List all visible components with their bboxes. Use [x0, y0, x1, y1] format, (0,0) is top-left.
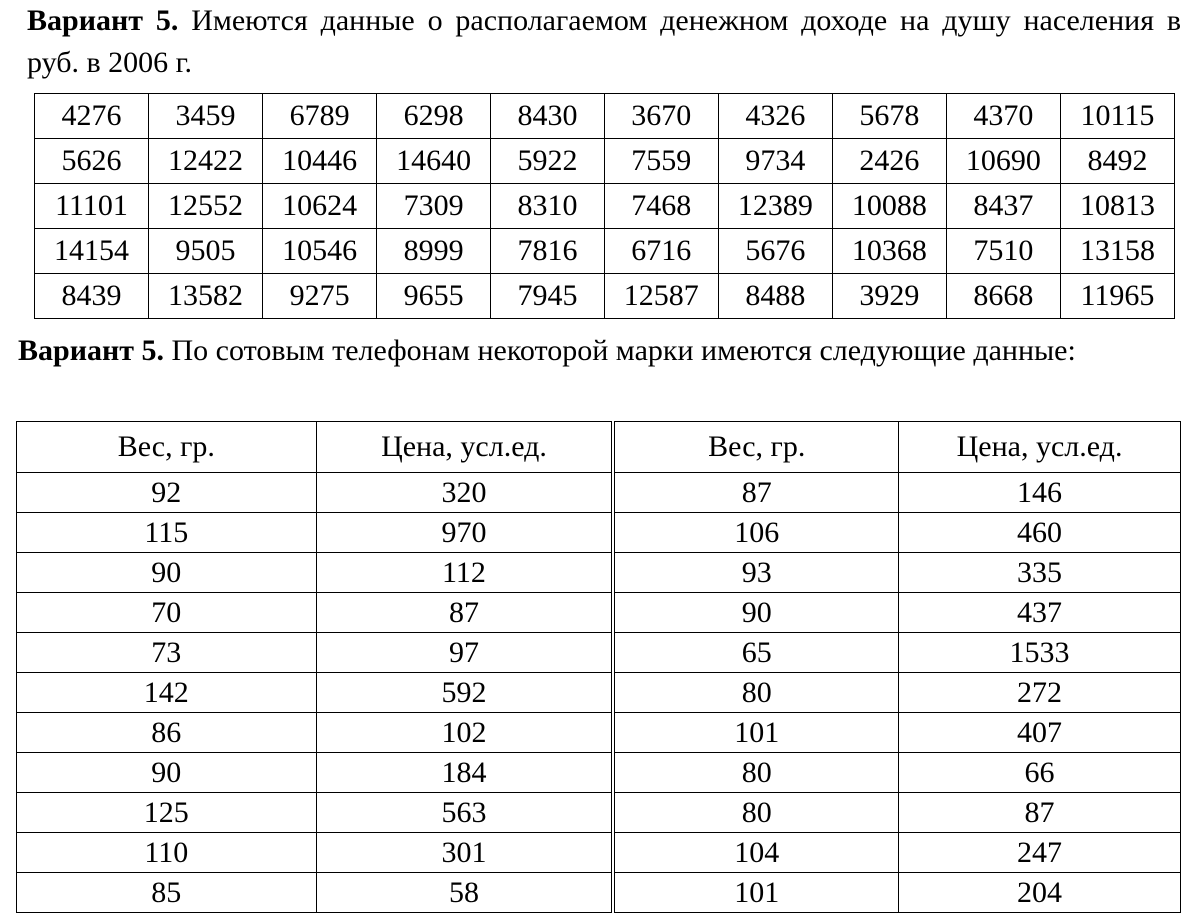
phones-table: [16, 421, 1181, 913]
table-cell: 3670: [604, 94, 718, 139]
phones-table-body: [17, 473, 1181, 913]
table-row: [17, 833, 1181, 873]
table-cell: 8437: [946, 184, 1060, 229]
table-cell: 90: [17, 553, 317, 593]
table-cell: 1533: [899, 633, 1181, 673]
table-cell: 247: [899, 833, 1181, 873]
table-cell: 12552: [149, 184, 263, 229]
table-row: [17, 553, 1181, 593]
table-cell: 335: [899, 553, 1181, 593]
table-cell: 4326: [718, 94, 832, 139]
table-cell: 102: [316, 713, 613, 753]
table-cell: 8488: [718, 274, 832, 319]
table-cell: 9655: [377, 274, 491, 319]
table-cell: 3459: [149, 94, 263, 139]
table-cell: 5676: [718, 229, 832, 274]
table-cell: 101: [613, 713, 898, 753]
table-row: [17, 473, 1181, 513]
table-cell: 320: [316, 473, 613, 513]
table-row: [17, 593, 1181, 633]
phones-task-text: По сотовым телефонам некоторой марки имеются следующие данные:: [171, 334, 1076, 367]
header-price: Цена, усл.ед.: [899, 422, 1181, 473]
table-cell: 80: [613, 673, 898, 713]
table-cell: 4370: [946, 94, 1060, 139]
table-cell: 6789: [263, 94, 377, 139]
income-table-body: [35, 94, 1175, 319]
table-cell: 70: [17, 593, 317, 633]
table-cell: 10088: [832, 184, 946, 229]
table-cell: 7468: [604, 184, 718, 229]
income-task-text: Имеются данные о располагаемом денежном доходе на душу населения в руб. в 2006 г.: [27, 4, 1182, 79]
table-cell: 5678: [832, 94, 946, 139]
table-cell: 592: [316, 673, 613, 713]
table-cell: 460: [899, 513, 1181, 553]
table-cell: 2426: [832, 139, 946, 184]
table-cell: 73: [17, 633, 317, 673]
table-cell: 125: [17, 793, 317, 833]
table-row: [35, 139, 1175, 184]
table-cell: 5922: [491, 139, 605, 184]
table-cell: 5626: [35, 139, 149, 184]
table-cell: 10546: [263, 229, 377, 274]
table-cell: 8492: [1060, 139, 1174, 184]
table-cell: 8310: [491, 184, 605, 229]
income-task-paragraph: [27, 0, 1181, 84]
table-cell: 146: [899, 473, 1181, 513]
table-cell: 272: [899, 673, 1181, 713]
table-row: [17, 673, 1181, 713]
table-cell: 87: [613, 473, 898, 513]
table-row: [17, 793, 1181, 833]
table-cell: 9734: [718, 139, 832, 184]
table-cell: 90: [613, 593, 898, 633]
income-table: [34, 93, 1175, 319]
table-row: [35, 94, 1175, 139]
table-cell: 58: [316, 873, 613, 913]
table-cell: 10690: [946, 139, 1060, 184]
table-cell: 87: [899, 793, 1181, 833]
table-cell: 90: [17, 753, 317, 793]
table-cell: 10624: [263, 184, 377, 229]
table-cell: 14640: [377, 139, 491, 184]
table-cell: 4276: [35, 94, 149, 139]
header-price: Цена, усл.ед.: [316, 422, 613, 473]
table-cell: 13582: [149, 274, 263, 319]
table-cell: 92: [17, 473, 317, 513]
table-cell: 11101: [35, 184, 149, 229]
header-row: [17, 422, 1181, 473]
table-cell: 7816: [491, 229, 605, 274]
table-cell: 9275: [263, 274, 377, 319]
table-cell: 97: [316, 633, 613, 673]
table-cell: 563: [316, 793, 613, 833]
table-cell: 7510: [946, 229, 1060, 274]
phones-task-paragraph: [18, 330, 1172, 372]
table-cell: 6716: [604, 229, 718, 274]
table-row: [35, 274, 1175, 319]
table-cell: 65: [613, 633, 898, 673]
table-cell: 12422: [149, 139, 263, 184]
table-cell: 112: [316, 553, 613, 593]
table-row: [17, 713, 1181, 753]
table-cell: 106: [613, 513, 898, 553]
table-cell: 10368: [832, 229, 946, 274]
table-cell: 87: [316, 593, 613, 633]
table-cell: 104: [613, 833, 898, 873]
table-cell: 8439: [35, 274, 149, 319]
table-cell: 407: [899, 713, 1181, 753]
table-cell: 8430: [491, 94, 605, 139]
table-cell: 101: [613, 873, 898, 913]
table-cell: 9505: [149, 229, 263, 274]
table-cell: 10813: [1060, 184, 1174, 229]
table-cell: 3929: [832, 274, 946, 319]
table-cell: 6298: [377, 94, 491, 139]
table-cell: 8668: [946, 274, 1060, 319]
table-row: [17, 633, 1181, 673]
table-cell: 7559: [604, 139, 718, 184]
table-cell: 80: [613, 793, 898, 833]
table-cell: 12389: [718, 184, 832, 229]
table-cell: 86: [17, 713, 317, 753]
table-cell: 85: [17, 873, 317, 913]
header-weight: Вес, гр.: [17, 422, 317, 473]
table-cell: 66: [899, 753, 1181, 793]
table-cell: 93: [613, 553, 898, 593]
table-cell: 970: [316, 513, 613, 553]
table-cell: 10446: [263, 139, 377, 184]
table-row: [17, 753, 1181, 793]
table-cell: 11965: [1060, 274, 1174, 319]
table-cell: 14154: [35, 229, 149, 274]
table-cell: 7309: [377, 184, 491, 229]
table-cell: 142: [17, 673, 317, 713]
table-cell: 12587: [604, 274, 718, 319]
table-cell: 13158: [1060, 229, 1174, 274]
table-cell: 7945: [491, 274, 605, 319]
table-row: [35, 229, 1175, 274]
table-cell: 115: [17, 513, 317, 553]
table-cell: 10115: [1060, 94, 1174, 139]
variant-label: Вариант 5.: [18, 334, 165, 367]
table-cell: 80: [613, 753, 898, 793]
table-row: [17, 873, 1181, 913]
table-cell: 110: [17, 833, 317, 873]
table-row: [17, 513, 1181, 553]
table-cell: 301: [316, 833, 613, 873]
table-cell: 204: [899, 873, 1181, 913]
phones-table-header: [17, 422, 1181, 473]
table-cell: 8999: [377, 229, 491, 274]
table-cell: 437: [899, 593, 1181, 633]
table-cell: 184: [316, 753, 613, 793]
variant-label: Вариант 5.: [27, 4, 179, 37]
table-row: [35, 184, 1175, 229]
header-weight: Вес, гр.: [613, 422, 898, 473]
